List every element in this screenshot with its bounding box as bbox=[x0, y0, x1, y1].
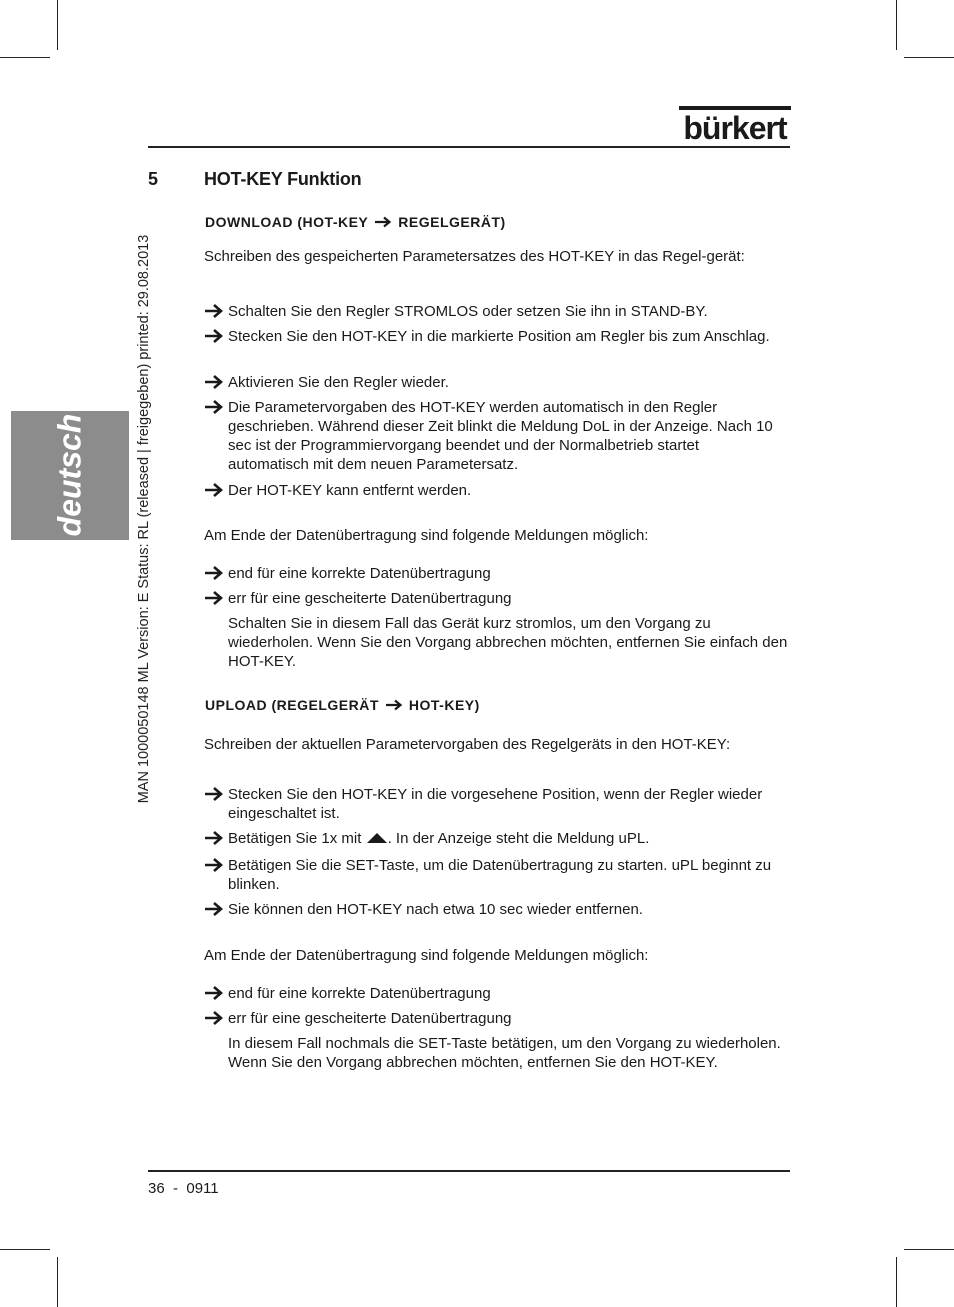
arrow-right-icon bbox=[204, 482, 224, 498]
download-heading bbox=[205, 214, 506, 230]
upload-intro: Schreiben der aktuellen Parametervorgaben des Regelgeräts in den HOT-KEY: bbox=[204, 736, 731, 753]
section-number: 5 bbox=[148, 169, 159, 189]
upload-step-text: Betätigen Sie die SET-Taste, um die Datenübertragung zu starten. uPL beginnt zu blinken. bbox=[228, 857, 772, 893]
download-step bbox=[204, 302, 776, 321]
upload-end-intro: Am Ende der Datenübertragung sind folgende Meldungen möglich: bbox=[204, 947, 649, 964]
crop-mark bbox=[896, 0, 897, 50]
burkert-logo bbox=[679, 103, 791, 143]
crop-mark bbox=[57, 1257, 58, 1307]
brand-text: bürkert bbox=[683, 110, 787, 143]
download-heading-left: DOWNLOAD (HOT-KEY bbox=[205, 214, 369, 230]
upload-message-text: end für eine korrekte Datenübertragung bbox=[228, 985, 491, 1002]
page-number: 36 - 0911 bbox=[148, 1180, 219, 1197]
arrow-right-icon bbox=[204, 565, 224, 581]
upload-message bbox=[204, 1009, 776, 1028]
arrow-right-icon bbox=[204, 901, 224, 917]
arrow-right-icon bbox=[204, 985, 224, 1001]
language-tab-label: deutsch bbox=[51, 413, 88, 537]
download-step bbox=[204, 373, 776, 392]
download-step-text: Schalten Sie den Regler STROMLOS oder setzen Sie ihn in STAND-BY. bbox=[228, 303, 708, 320]
download-step-text: Stecken Sie den HOT-KEY in die markierte Position am Regler bis zum Anschlag. bbox=[228, 328, 770, 345]
arrow-right-icon bbox=[385, 699, 403, 711]
download-step-text: Aktivieren Sie den Regler wieder. bbox=[228, 374, 449, 391]
upload-step bbox=[204, 900, 776, 919]
crop-mark bbox=[904, 1249, 954, 1250]
language-tab bbox=[11, 411, 129, 540]
upload-note: In diesem Fall nochmals die SET-Taste betätigen, um den Vorgang zu wiederholen. Wenn Sie den Vorgang abbrechen möchten, entfernen Sie den HOT-KEY. bbox=[228, 1035, 781, 1071]
arrow-right-icon bbox=[204, 374, 224, 390]
download-step bbox=[204, 481, 776, 500]
upload-message-text: err für eine gescheiterte Datenübertragung bbox=[228, 1010, 512, 1027]
crop-mark bbox=[57, 0, 58, 50]
upload-heading-left: UPLOAD (REGELGERÄT bbox=[205, 697, 379, 713]
upload-heading-right: HOT-KEY) bbox=[408, 697, 480, 713]
upload-step bbox=[204, 829, 776, 848]
download-message-text: end für eine korrekte Datenübertragung bbox=[228, 565, 491, 582]
upload-step-text: Stecken Sie den HOT-KEY in die vorgesehene Position, wenn der Regler wieder eingeschaltet ist. bbox=[228, 786, 763, 822]
upload-heading bbox=[205, 697, 480, 713]
upload-step-text-suffix: . In der Anzeige steht die Meldung uPL. bbox=[387, 830, 650, 847]
section-title: HOT-KEY Funktion bbox=[204, 169, 362, 189]
download-intro: Schreiben des gespeicherten Parametersatzes des HOT-KEY in das Regel-gerät: bbox=[204, 248, 745, 265]
arrow-right-icon bbox=[204, 399, 224, 415]
download-step bbox=[204, 327, 776, 346]
download-end-intro: Am Ende der Datenübertragung sind folgende Meldungen möglich: bbox=[204, 527, 649, 544]
arrow-right-icon bbox=[204, 830, 224, 846]
download-message-text: err für eine gescheiterte Datenübertragung bbox=[228, 590, 512, 607]
download-step-text: Der HOT-KEY kann entfernt werden. bbox=[228, 482, 472, 499]
arrow-right-icon bbox=[204, 857, 224, 873]
upload-step bbox=[204, 856, 776, 894]
document-meta: MAN 1000050148 ML Version: E Status: RL (released | freigegeben) printed: 29.08.2013 bbox=[136, 234, 152, 804]
crop-mark bbox=[896, 1257, 897, 1307]
upload-step-text: Betätigen Sie 1x mit bbox=[228, 830, 362, 847]
crop-mark bbox=[0, 57, 50, 58]
footer-rule bbox=[148, 1170, 790, 1172]
header-rule bbox=[148, 146, 790, 148]
crop-mark bbox=[0, 1249, 50, 1250]
up-arrow-key-icon bbox=[366, 831, 388, 844]
download-heading-right: REGELGERÄT) bbox=[398, 214, 506, 230]
arrow-right-icon bbox=[204, 786, 224, 802]
arrow-right-icon bbox=[204, 1010, 224, 1026]
arrow-right-icon bbox=[204, 590, 224, 606]
download-message bbox=[204, 564, 776, 583]
download-message bbox=[204, 589, 776, 608]
arrow-right-icon bbox=[204, 303, 224, 319]
arrow-right-icon bbox=[204, 328, 224, 344]
download-step-text: Die Parametervorgaben des HOT-KEY werden automatisch in den Regler geschrieben. Während dieser Zeit blinkt die Meldung DoL in der Anzeige. Nach 10 sec ist der Programmiervorgang beendet und der Normalbetrieb startet automatisch mit dem neuen Parametersatz. bbox=[228, 399, 773, 473]
upload-message bbox=[204, 984, 776, 1003]
download-step bbox=[204, 398, 776, 474]
crop-mark bbox=[904, 57, 954, 58]
upload-step-text: Sie können den HOT-KEY nach etwa 10 sec wieder entfernen. bbox=[228, 901, 643, 918]
arrow-right-icon bbox=[374, 216, 392, 228]
download-note: Schalten Sie in diesem Fall das Gerät kurz stromlos, um den Vorgang zu wiederholen. Wenn Sie den Vorgang abbrechen möchten, entfernen Sie einfach den HOT-KEY. bbox=[228, 615, 788, 670]
upload-step bbox=[204, 785, 776, 823]
